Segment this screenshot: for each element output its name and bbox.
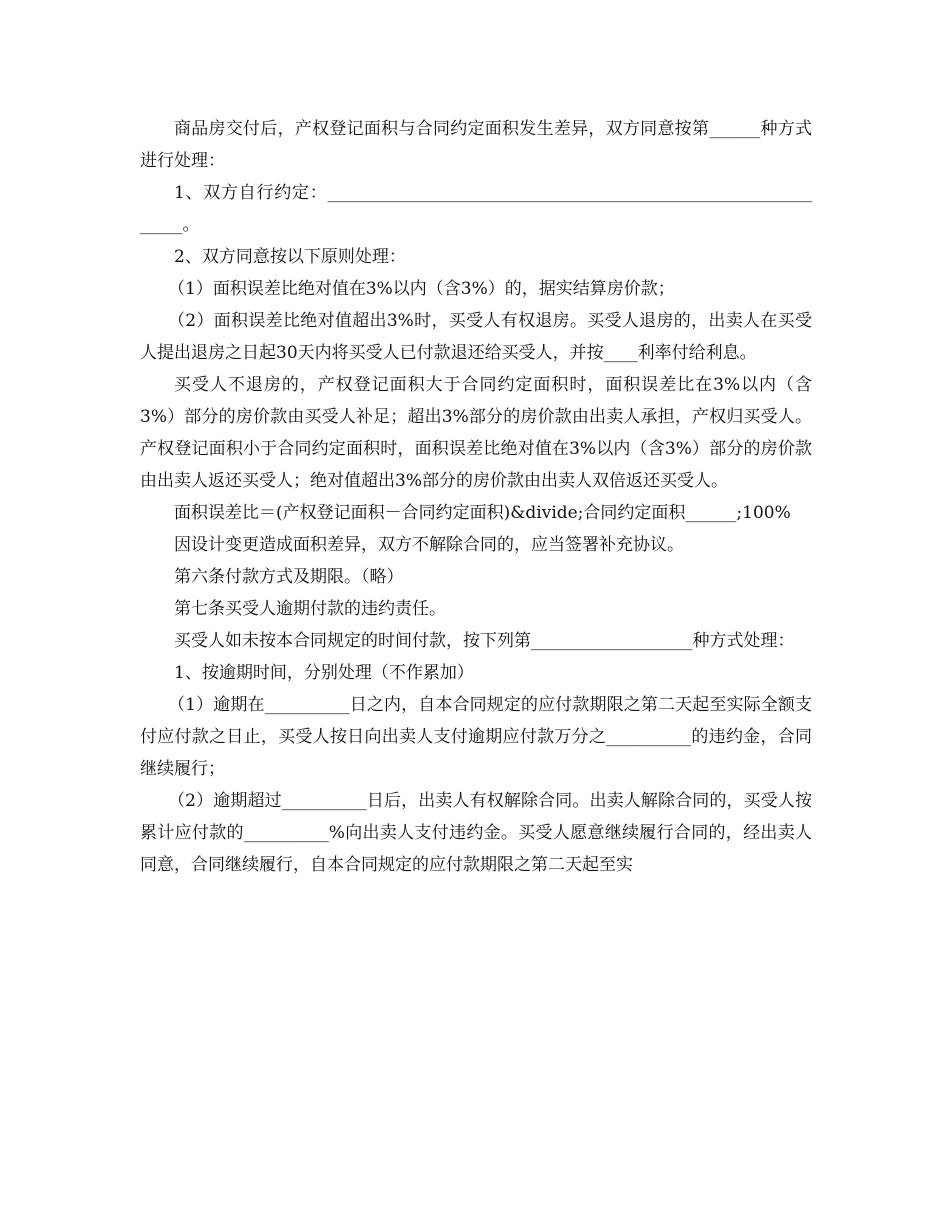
paragraph-formula: 面积误差比＝(产权登记面积－合同约定面积)&divide;合同约定面积______;100% xyxy=(174,503,791,523)
paragraph-late-payment: 买受人如未按本合同规定的时间付款，按下列第___________________种方式处理： xyxy=(174,631,795,651)
paragraph-option-1: 1、双方自行约定：______________________________________________________________。 xyxy=(140,183,812,235)
paragraph-article-7: 第七条买受人逾期付款的违约责任。 xyxy=(174,599,446,619)
paragraph-area-difference: 商品房交付后，产权登记面积与合同约定面积发生差异，双方同意按第______种方式进行处理： xyxy=(140,119,812,171)
paragraph-rule-1: （1）面积误差比绝对值在3%以内（含3%）的，据实结算房价款； xyxy=(168,279,675,299)
paragraph-overdue-within: （1）逾期在__________日之内，自本合同规定的应付款期限之第二天起至实际全额支付应付款之日止，买受人按日向出卖人支付逾期应付款万分之__________的违约金，合同继续履行； xyxy=(140,695,812,779)
paragraph-article-6: 第六条付款方式及期限。（略） xyxy=(174,567,404,587)
paragraph-overdue-beyond: （2）逾期超过__________日后，出卖人有权解除合同。出卖人解除合同的，买受人按累计应付款的__________%向出卖人支付违约金。买受人愿意继续履行合同的，经出卖人同意，合同继续履行，自本合同规定的应付款期限之第二天起至实 xyxy=(140,791,812,875)
paragraph-rule-2: （2）面积误差比绝对值超出3%时，买受人有权退房。买受人退房的，出卖人在买受人提出退房之日起30天内将买受人已付款退还给买受人，并按____利率付给利息。 xyxy=(140,311,812,363)
paragraph-design-change: 因设计变更造成面积差异，双方不解除合同的，应当签署补充协议。 xyxy=(174,535,684,555)
paragraph-by-period: 1、按逾期时间，分别处理（不作累加） xyxy=(174,663,474,683)
contract-body xyxy=(140,113,812,881)
paragraph-option-2: 2、双方同意按以下原则处理： xyxy=(174,247,406,267)
paragraph-no-return: 买受人不退房的，产权登记面积大于合同约定面积时，面积误差比在3%以内（含3%）部分的房价款由买受人补足；超出3%部分的房价款由出卖人承担，产权归买受人。产权登记面积小于合同约定面积时，面积误差比绝对值在3%以内（含3%）部分的房价款由出卖人返还买受人；绝对值超出3%部分的房价款由出卖人双倍返还买受人。 xyxy=(140,375,812,491)
